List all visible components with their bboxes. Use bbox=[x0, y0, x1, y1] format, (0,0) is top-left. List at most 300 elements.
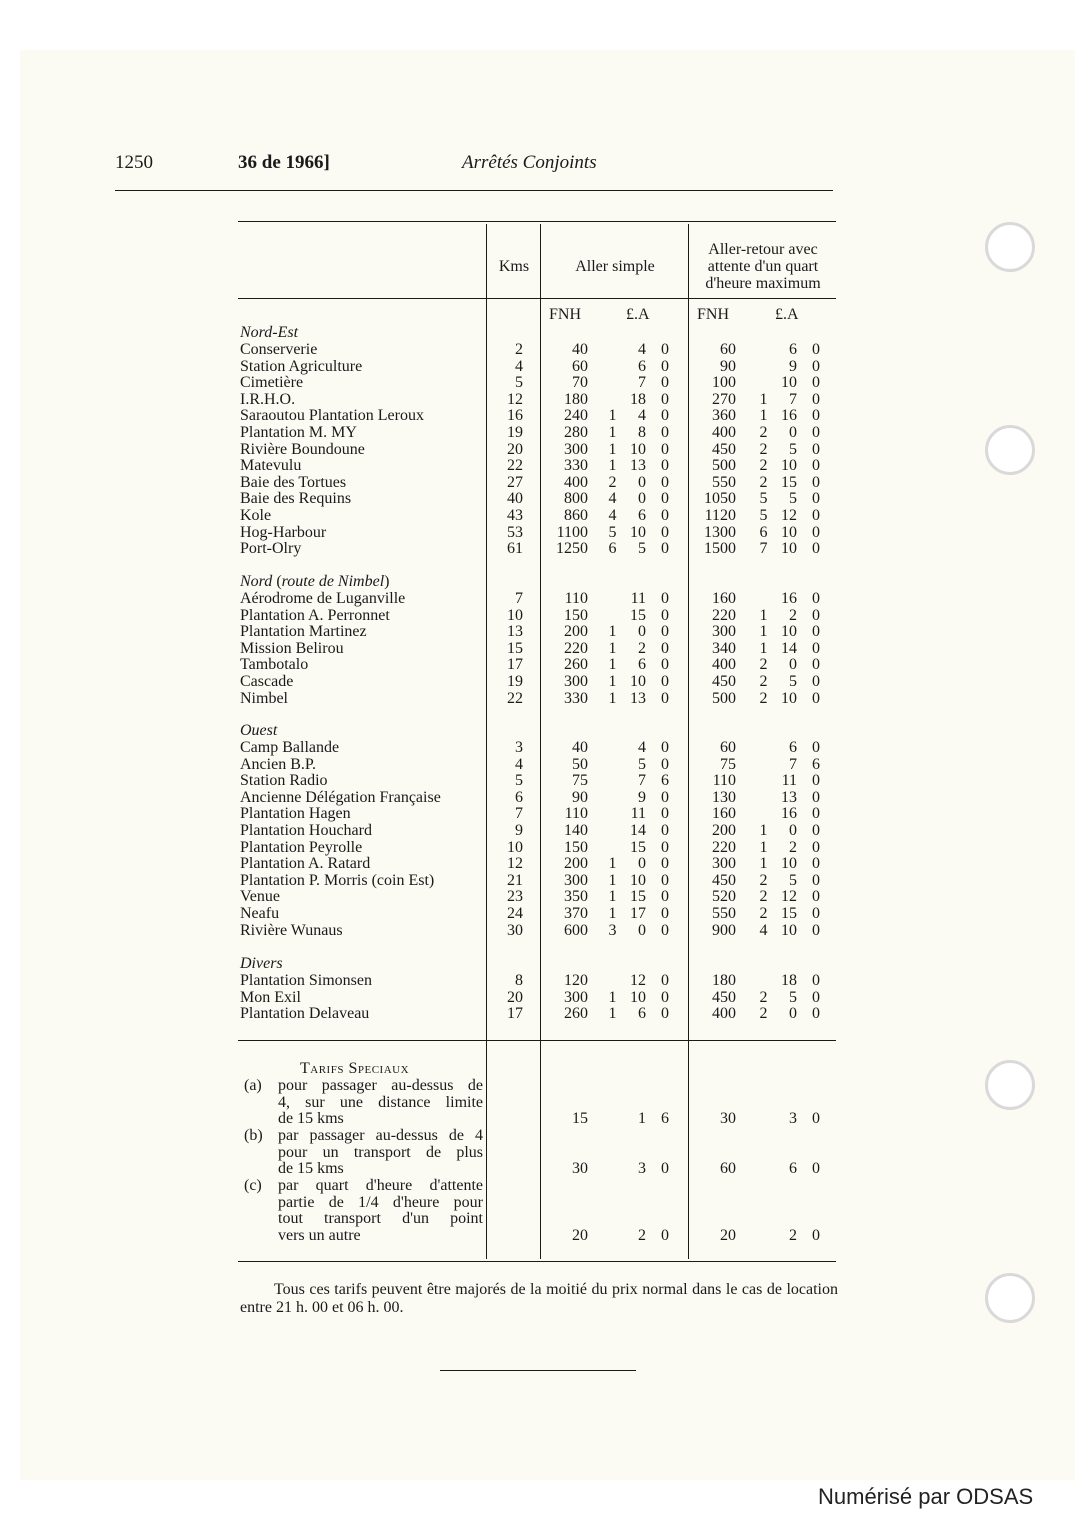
cell-d2: 0 bbox=[812, 1160, 820, 1178]
cell-pd1: 1 bbox=[608, 988, 617, 1006]
place-name: Port-Olry bbox=[240, 540, 302, 558]
table-row bbox=[0, 391, 1075, 408]
place-name: Venue bbox=[240, 888, 280, 906]
cell-pd2: 1 bbox=[759, 639, 768, 657]
table-row bbox=[0, 590, 1075, 607]
cell-d2: 0 bbox=[812, 1226, 820, 1244]
cell-d1: 0 bbox=[661, 755, 669, 773]
cell-kms: 43 bbox=[507, 507, 523, 524]
cell-d1: 0 bbox=[661, 374, 669, 392]
cell-fnh1: 90 bbox=[572, 788, 588, 806]
cell-kms: 27 bbox=[507, 473, 523, 491]
cell-s1: 0 bbox=[638, 855, 646, 873]
cell-s2: 11 bbox=[781, 772, 797, 790]
cell-s2: 0 bbox=[789, 1005, 797, 1023]
cell-fnh2: 180 bbox=[712, 972, 736, 989]
cell-fnh2: 160 bbox=[712, 590, 736, 607]
cell-s1: 10 bbox=[630, 988, 646, 1006]
cell-d1: 0 bbox=[661, 972, 669, 989]
place-name: Plantation A. Ratard bbox=[240, 855, 371, 873]
cell-d1: 0 bbox=[661, 490, 669, 508]
table-row bbox=[0, 822, 1075, 839]
cell-fnh2: 200 bbox=[712, 822, 736, 839]
cell-s2: 15 bbox=[781, 905, 797, 922]
cell-pd2: 1 bbox=[759, 390, 768, 408]
cell-fnh2: 550 bbox=[712, 473, 736, 491]
cell-d2: 0 bbox=[812, 972, 820, 989]
cell-kms: 12 bbox=[507, 390, 523, 408]
place-name: Station Radio bbox=[240, 772, 328, 790]
cell-kms: 22 bbox=[507, 689, 523, 707]
cell-kms: 4 bbox=[515, 357, 523, 375]
cell-fnh2: 400 bbox=[712, 424, 736, 441]
col-header-line: Aller-retour avec bbox=[708, 241, 818, 258]
cell-kms: 20 bbox=[507, 440, 523, 458]
cell-s2: 10 bbox=[781, 689, 797, 707]
cell-d2: 0 bbox=[812, 590, 820, 607]
end-rule bbox=[440, 1370, 636, 1371]
cell-kms: 40 bbox=[507, 490, 523, 508]
cell-s1: 13 bbox=[630, 457, 646, 475]
cell-d1: 0 bbox=[661, 590, 669, 607]
cell-pd1: 1 bbox=[608, 656, 617, 674]
cell-d2: 0 bbox=[812, 739, 820, 756]
cell-d2: 0 bbox=[812, 540, 820, 558]
section-title bbox=[240, 324, 298, 342]
cell-d2: 0 bbox=[812, 490, 820, 508]
cell-d2: 0 bbox=[812, 822, 820, 839]
cell-s2: 10 bbox=[781, 921, 797, 939]
col-header-line: attente d'un quart bbox=[707, 258, 819, 275]
cell-fnh1: 300 bbox=[564, 673, 588, 690]
cell-d1: 0 bbox=[661, 457, 669, 475]
cell-d1: 0 bbox=[661, 822, 669, 839]
cell-kms: 17 bbox=[507, 656, 523, 674]
table-row bbox=[0, 441, 1075, 458]
cell-s1: 4 bbox=[638, 341, 646, 358]
cell-s1: 5 bbox=[638, 540, 646, 558]
cell-pd2: 2 bbox=[759, 424, 768, 441]
cell-d2: 0 bbox=[812, 788, 820, 806]
cell-d2: 6 bbox=[812, 755, 820, 773]
cell-pd2: 2 bbox=[759, 1005, 768, 1023]
cell-s2: 16 bbox=[781, 407, 797, 425]
cell-kms: 16 bbox=[507, 407, 523, 425]
cell-fnh1: 20 bbox=[572, 1226, 588, 1244]
table-row bbox=[0, 989, 1075, 1006]
cell-d1: 0 bbox=[661, 357, 669, 375]
cell-fnh2: 340 bbox=[712, 639, 736, 657]
cell-s2: 15 bbox=[781, 473, 797, 491]
cell-d1: 0 bbox=[661, 905, 669, 922]
table-row bbox=[0, 922, 1075, 939]
table-row bbox=[0, 640, 1075, 657]
cell-pd1: 4 bbox=[608, 490, 617, 508]
currency-la: £.A bbox=[626, 306, 650, 323]
cell-fnh1: 15 bbox=[572, 1110, 588, 1128]
cell-pd2: 2 bbox=[759, 905, 768, 922]
cell-s2: 6 bbox=[789, 341, 797, 358]
cell-pd2: 2 bbox=[759, 656, 768, 674]
cell-pd2: 2 bbox=[759, 871, 768, 889]
cell-s1: 17 bbox=[630, 905, 646, 922]
cell-d1: 0 bbox=[661, 739, 669, 756]
cell-pd1: 1 bbox=[608, 1005, 617, 1023]
cell-fnh2: 520 bbox=[712, 888, 736, 906]
cell-d1: 0 bbox=[661, 1160, 669, 1178]
section-title-text: Divers bbox=[240, 955, 283, 972]
cell-pd1: 1 bbox=[608, 639, 617, 657]
cell-d2: 0 bbox=[812, 905, 820, 922]
cell-fnh1: 50 bbox=[572, 755, 588, 773]
footnote: Tous ces tarifs peuvent être majorés de la moitié du prix normal dans le cas de location entre 21 h. 00 et 06 h. 00. bbox=[240, 1281, 838, 1316]
cell-s1: 10 bbox=[630, 673, 646, 690]
cell-s2: 16 bbox=[781, 590, 797, 607]
table-row bbox=[0, 540, 1075, 557]
place-name: Nimbel bbox=[240, 689, 288, 707]
table-row bbox=[0, 524, 1075, 541]
cell-pd1: 3 bbox=[608, 921, 617, 939]
place-name: Rivière Boundoune bbox=[240, 440, 365, 458]
cell-pd1: 1 bbox=[608, 888, 617, 906]
table-row bbox=[0, 358, 1075, 375]
cell-d1: 0 bbox=[661, 523, 669, 541]
cell-pd2: 5 bbox=[759, 490, 768, 508]
cell-pd1: 6 bbox=[608, 540, 617, 558]
cell-pd1: 1 bbox=[608, 623, 617, 641]
col-header-kms: Kms bbox=[498, 258, 530, 275]
table-row bbox=[0, 839, 1075, 856]
cell-d2: 0 bbox=[812, 440, 820, 458]
cell-pd2: 1 bbox=[759, 407, 768, 425]
place-name: Plantation Martinez bbox=[240, 623, 367, 641]
cell-s2: 10 bbox=[781, 457, 797, 475]
table-section-rule bbox=[238, 1040, 836, 1041]
special-fare-values bbox=[0, 1110, 1075, 1127]
place-name: Mon Exil bbox=[240, 988, 301, 1006]
cell-fnh2: 450 bbox=[712, 440, 736, 458]
cell-pd2: 2 bbox=[759, 440, 768, 458]
cell-s1: 7 bbox=[638, 374, 646, 392]
cell-d2: 0 bbox=[812, 805, 820, 823]
year-reference: 36 de 1966] bbox=[238, 152, 330, 173]
cell-s2: 6 bbox=[789, 739, 797, 756]
cell-pd1: 1 bbox=[608, 871, 617, 889]
place-name: Mission Belirou bbox=[240, 639, 344, 657]
cell-d1: 0 bbox=[661, 623, 669, 641]
place-name: Plantation Delaveau bbox=[240, 1005, 370, 1023]
place-name: Cimetière bbox=[240, 374, 304, 392]
table-bottom-rule bbox=[238, 1261, 836, 1262]
cell-kms: 10 bbox=[507, 838, 523, 856]
cell-d2: 0 bbox=[812, 523, 820, 541]
special-fare-text: vers un autre bbox=[278, 1226, 361, 1244]
place-name: Plantation P. Morris (coin Est) bbox=[240, 871, 435, 889]
cell-d2: 0 bbox=[812, 1005, 820, 1023]
special-fares-title: Tarifs Speciaux bbox=[300, 1060, 410, 1077]
cell-s1: 2 bbox=[638, 639, 646, 657]
cell-pd2: 2 bbox=[759, 988, 768, 1006]
header-rule bbox=[115, 190, 833, 191]
cell-s2: 2 bbox=[789, 1226, 797, 1244]
cell-fnh2: 75 bbox=[720, 755, 736, 773]
cell-fnh2: 270 bbox=[712, 390, 736, 408]
table-row bbox=[0, 656, 1075, 673]
cell-s1: 2 bbox=[638, 1226, 646, 1244]
special-fare-text: par quart d'heure d'attente bbox=[278, 1177, 483, 1194]
cell-fnh2: 60 bbox=[720, 739, 736, 756]
place-name: Ancien B.P. bbox=[240, 755, 316, 773]
currency-la: £.A bbox=[775, 306, 799, 323]
table-row bbox=[0, 805, 1075, 822]
cell-s1: 11 bbox=[630, 590, 646, 607]
cell-kms: 19 bbox=[507, 673, 523, 690]
cell-d2: 0 bbox=[812, 341, 820, 358]
cell-s1: 12 bbox=[630, 972, 646, 989]
table-row bbox=[0, 888, 1075, 905]
section-title-text: Ouest bbox=[240, 722, 278, 739]
cell-s1: 7 bbox=[638, 772, 646, 790]
cell-s2: 0 bbox=[789, 424, 797, 441]
cell-kms: 7 bbox=[515, 805, 523, 823]
paren: ) bbox=[384, 573, 390, 590]
cell-d1: 0 bbox=[661, 1226, 669, 1244]
cell-fnh2: 30 bbox=[720, 1110, 736, 1128]
cell-s1: 1 bbox=[638, 1110, 646, 1128]
place-name: Plantation Hagen bbox=[240, 805, 351, 823]
cell-fnh2: 1300 bbox=[704, 523, 736, 541]
cell-s2: 5 bbox=[789, 490, 797, 508]
cell-fnh2: 130 bbox=[712, 788, 736, 806]
cell-d2: 0 bbox=[812, 357, 820, 375]
cell-d1: 0 bbox=[661, 838, 669, 856]
cell-d2: 0 bbox=[812, 988, 820, 1006]
cell-s1: 10 bbox=[630, 523, 646, 541]
cell-d1: 0 bbox=[661, 988, 669, 1006]
place-name: Plantation A. Perronnet bbox=[240, 606, 390, 624]
special-fare-text: partie de 1/4 d'heure pour bbox=[278, 1193, 483, 1211]
cell-s2: 10 bbox=[781, 623, 797, 641]
cell-fnh2: 220 bbox=[712, 838, 736, 856]
cell-fnh2: 360 bbox=[712, 407, 736, 425]
cell-pd1: 1 bbox=[608, 673, 617, 690]
special-fare-text: par passager au-dessus de 4 bbox=[278, 1127, 483, 1144]
cell-kms: 10 bbox=[507, 606, 523, 624]
table-row bbox=[0, 490, 1075, 507]
cell-d1: 6 bbox=[661, 1110, 669, 1128]
cell-fnh1: 110 bbox=[564, 805, 588, 823]
cell-fnh2: 450 bbox=[712, 988, 736, 1006]
cell-fnh1: 60 bbox=[572, 357, 588, 375]
special-fare-label: (c) bbox=[244, 1177, 262, 1194]
cell-s1: 6 bbox=[638, 507, 646, 524]
special-fare-text: de 15 kms bbox=[278, 1160, 344, 1178]
cell-fnh2: 500 bbox=[712, 457, 736, 475]
cell-s2: 5 bbox=[789, 871, 797, 889]
punch-hole bbox=[985, 1060, 1035, 1110]
cell-pd1: 1 bbox=[608, 689, 617, 707]
cell-fnh1: 300 bbox=[564, 988, 588, 1006]
special-fare-label: (a) bbox=[244, 1077, 262, 1094]
cell-d2: 0 bbox=[812, 390, 820, 408]
table-row bbox=[0, 739, 1075, 756]
cell-s2: 0 bbox=[789, 656, 797, 674]
cell-d1: 0 bbox=[661, 855, 669, 873]
special-fare-values bbox=[0, 1227, 1075, 1244]
cell-d1: 0 bbox=[661, 871, 669, 889]
special-fare-text: pour un transport de plus bbox=[278, 1143, 483, 1161]
col-header-aller-simple: Aller simple bbox=[575, 258, 655, 275]
cell-kms: 53 bbox=[507, 523, 523, 541]
cell-fnh1: 200 bbox=[564, 855, 588, 873]
cell-pd1: 1 bbox=[608, 457, 617, 475]
place-name: Baie des Requins bbox=[240, 490, 352, 508]
cell-d1: 6 bbox=[661, 772, 669, 790]
place-name: Saraoutou Plantation Leroux bbox=[240, 407, 424, 425]
cell-s2: 14 bbox=[781, 639, 797, 657]
table-row bbox=[0, 424, 1075, 441]
cell-fnh2: 160 bbox=[712, 805, 736, 823]
cell-s1: 4 bbox=[638, 739, 646, 756]
place-name: Rivière Wunaus bbox=[240, 921, 343, 939]
cell-d1: 0 bbox=[661, 424, 669, 441]
cell-kms: 61 bbox=[507, 540, 523, 558]
special-fare-label: (b) bbox=[244, 1127, 263, 1144]
cell-s1: 9 bbox=[638, 788, 646, 806]
paren: ( bbox=[272, 573, 282, 590]
cell-fnh2: 60 bbox=[720, 341, 736, 358]
page-title: Arrêtés Conjoints bbox=[462, 152, 597, 173]
cell-pd1: 1 bbox=[608, 440, 617, 458]
cell-kms: 20 bbox=[507, 988, 523, 1006]
cell-pd1: 4 bbox=[608, 507, 617, 524]
table-row bbox=[0, 673, 1075, 690]
cell-d2: 0 bbox=[812, 656, 820, 674]
cell-d1: 0 bbox=[661, 606, 669, 624]
cell-pd1: 1 bbox=[608, 407, 617, 425]
cell-kms: 3 bbox=[515, 739, 523, 756]
table-row bbox=[0, 374, 1075, 391]
cell-fnh2: 900 bbox=[712, 921, 736, 939]
cell-s1: 0 bbox=[638, 921, 646, 939]
punch-hole bbox=[985, 222, 1035, 272]
cell-kms: 9 bbox=[515, 822, 523, 839]
cell-pd2: 1 bbox=[759, 838, 768, 856]
cell-d2: 0 bbox=[812, 457, 820, 475]
cell-fnh2: 400 bbox=[712, 1005, 736, 1023]
cell-fnh1: 300 bbox=[564, 440, 588, 458]
cell-s2: 10 bbox=[781, 855, 797, 873]
cell-fnh1: 1250 bbox=[556, 540, 588, 558]
cell-fnh1: 140 bbox=[564, 822, 588, 839]
cell-fnh1: 110 bbox=[564, 590, 588, 607]
special-fare-text: 4, sur une distance limite bbox=[278, 1093, 483, 1111]
section-title bbox=[240, 722, 277, 740]
special-fare-text: tout transport d'un point bbox=[278, 1210, 483, 1228]
cell-d1: 0 bbox=[661, 1005, 669, 1023]
cell-fnh2: 60 bbox=[720, 1160, 736, 1178]
cell-kms: 22 bbox=[507, 457, 523, 475]
cell-pd1: 5 bbox=[608, 523, 617, 541]
cell-fnh1: 350 bbox=[564, 888, 588, 906]
section-subtitle: route de Nimbel bbox=[281, 573, 385, 590]
cell-s2: 0 bbox=[789, 822, 797, 839]
place-name: Plantation Simonsen bbox=[240, 972, 372, 989]
table-row bbox=[0, 623, 1075, 640]
cell-fnh2: 100 bbox=[712, 374, 736, 392]
cell-pd2: 2 bbox=[759, 888, 768, 906]
cell-pd2: 7 bbox=[759, 540, 768, 558]
cell-kms: 12 bbox=[507, 855, 523, 873]
cell-s1: 3 bbox=[638, 1160, 646, 1178]
cell-d2: 0 bbox=[812, 639, 820, 657]
cell-d2: 0 bbox=[812, 689, 820, 707]
cell-fnh1: 280 bbox=[564, 424, 588, 441]
cell-fnh2: 450 bbox=[712, 673, 736, 690]
cell-fnh1: 30 bbox=[572, 1160, 588, 1178]
cell-s1: 15 bbox=[630, 838, 646, 856]
cell-s1: 0 bbox=[638, 623, 646, 641]
cell-s1: 4 bbox=[638, 407, 646, 425]
cell-kms: 21 bbox=[507, 871, 523, 889]
cell-s1: 5 bbox=[638, 755, 646, 773]
table-row bbox=[0, 905, 1075, 922]
cell-d1: 0 bbox=[661, 788, 669, 806]
cell-fnh2: 550 bbox=[712, 905, 736, 922]
cell-fnh1: 800 bbox=[564, 490, 588, 508]
table-top-rule bbox=[238, 221, 836, 222]
place-name: Hog-Harbour bbox=[240, 523, 327, 541]
cell-pd1: 1 bbox=[608, 855, 617, 873]
cell-pd1: 2 bbox=[608, 473, 617, 491]
cell-d1: 0 bbox=[661, 639, 669, 657]
cell-fnh1: 300 bbox=[564, 871, 588, 889]
cell-d1: 0 bbox=[661, 540, 669, 558]
cell-fnh1: 330 bbox=[564, 689, 588, 707]
col-header-line: d'heure maximum bbox=[705, 275, 821, 292]
cell-fnh1: 180 bbox=[564, 390, 588, 408]
cell-d1: 0 bbox=[661, 440, 669, 458]
cell-s2: 5 bbox=[789, 673, 797, 690]
table-row bbox=[0, 855, 1075, 872]
special-fare-text: pour passager au-dessus de bbox=[278, 1077, 483, 1094]
place-name: Ancienne Délégation Française bbox=[240, 788, 441, 806]
cell-fnh1: 600 bbox=[564, 921, 588, 939]
place-name: Baie des Tortues bbox=[240, 473, 347, 491]
cell-fnh2: 300 bbox=[712, 623, 736, 641]
place-name: Conserverie bbox=[240, 341, 318, 358]
table-header-rule bbox=[238, 298, 836, 299]
cell-s2: 2 bbox=[789, 606, 797, 624]
punch-hole bbox=[985, 1273, 1035, 1323]
cell-pd2: 1 bbox=[759, 623, 768, 641]
page-number: 1250 bbox=[115, 152, 153, 173]
cell-s1: 0 bbox=[638, 473, 646, 491]
cell-s1: 8 bbox=[638, 424, 646, 441]
cell-d2: 0 bbox=[812, 374, 820, 392]
cell-fnh2: 400 bbox=[712, 656, 736, 674]
cell-d1: 0 bbox=[661, 689, 669, 707]
cell-fnh1: 260 bbox=[564, 656, 588, 674]
table-row bbox=[0, 507, 1075, 524]
cell-s2: 12 bbox=[781, 507, 797, 524]
cell-pd2: 6 bbox=[759, 523, 768, 541]
cell-s1: 6 bbox=[638, 1005, 646, 1023]
cell-fnh1: 220 bbox=[564, 639, 588, 657]
cell-s1: 10 bbox=[630, 440, 646, 458]
cell-d2: 0 bbox=[812, 623, 820, 641]
table-row bbox=[0, 872, 1075, 889]
